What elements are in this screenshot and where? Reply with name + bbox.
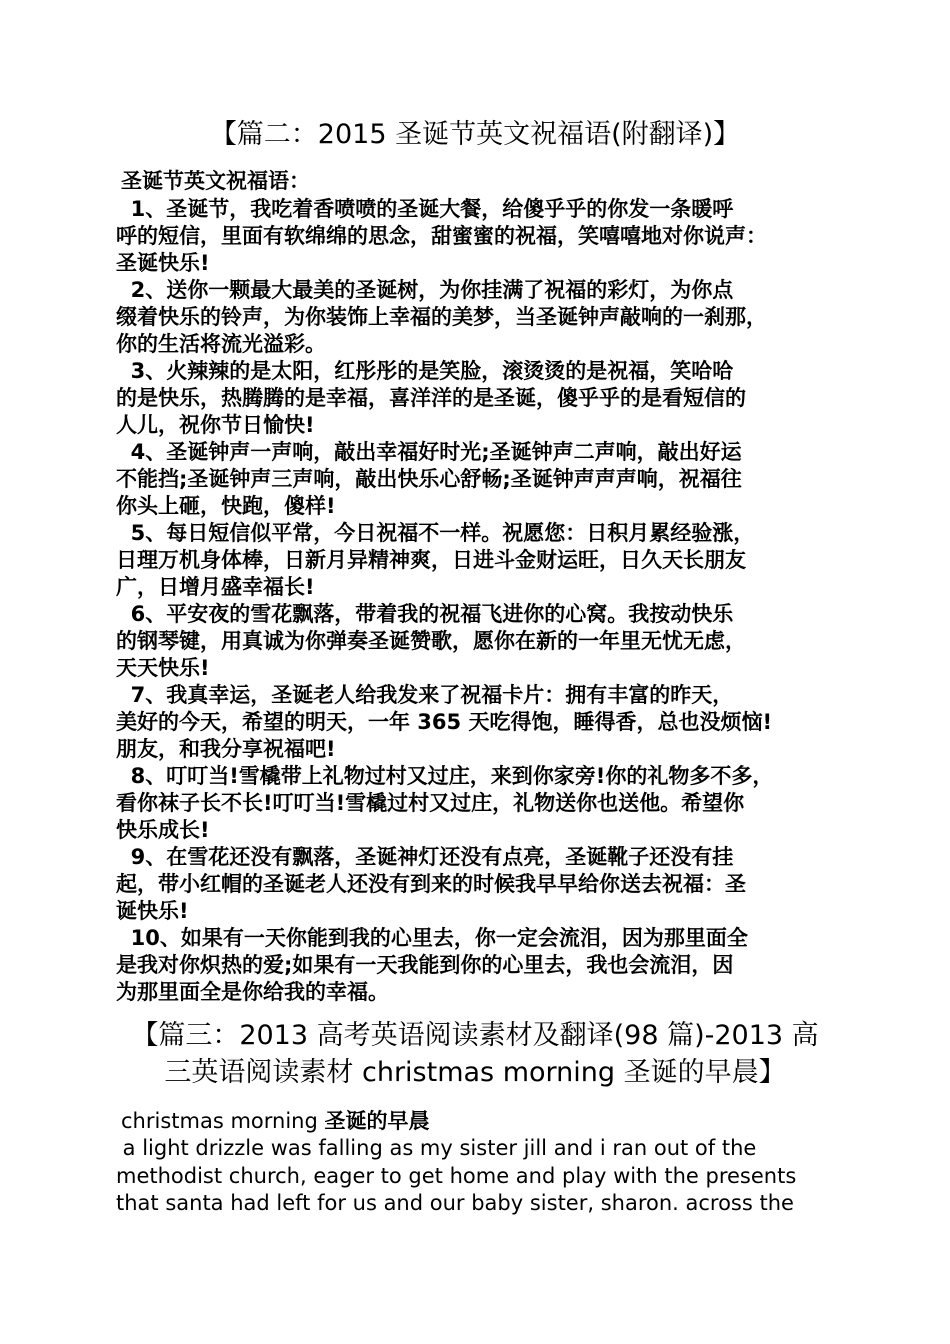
body-line: that santa had left for us and our baby sister, sharon. across the [116,1191,794,1215]
body-line: 6、平安夜的雪花飘落，带着我的祝福飞进你的心窝。我按动快乐 [116,602,734,626]
body-line: 10、如果有一天你能到我的心里去，你一定会流泪，因为那里面全 [116,926,748,950]
body-line: 圣诞快乐! [116,251,210,275]
body-line: 人儿，祝你节日愉快! [116,413,315,437]
body-line: 起，带小红帽的圣诞老人还没有到来的时候我早早给你送去祝福：圣 [116,872,746,896]
body-line: 的是快乐，热腾腾的是幸福，喜洋洋的是圣诞，傻乎乎的是看短信的 [116,386,746,410]
section3-subheading [121,1108,429,1134]
section3-body [116,1135,816,1218]
section3-title-line: 【篇三：2013 高考英语阅读素材及翻译(98 篇)-2013 高 [131,1020,819,1051]
body-line: 2、送你一颗最大最美的圣诞树，为你挂满了祝福的彩灯，为你点 [116,278,734,302]
subheading-english: christmas morning [121,1109,325,1133]
section3-title-line: 三英语阅读素材 christmas morning 圣诞的早晨】 [164,1057,786,1088]
body-line: 9、在雪花还没有飘落，圣诞神灯还没有点亮，圣诞靴子还没有挂 [116,845,734,869]
body-line: 4、圣诞钟声一声响，敲出幸福好时光;圣诞钟声二声响，敲出好运 [116,440,742,464]
body-line: 8、叮叮当!雪橇带上礼物过村又过庄，来到你家旁!你的礼物多不多， [116,764,774,788]
body-line: 诞快乐! [116,899,189,923]
body-line: 你头上砸，快跑，傻样! [116,494,336,518]
section2-body [116,196,846,1006]
body-line: 呼的短信，里面有软绵绵的思念，甜蜜蜜的祝福，笑嘻嘻地对你说声： [116,224,767,248]
body-line: 1、圣诞节，我吃着香喷喷的圣诞大餐，给傻乎乎的你发一条暖呼 [116,197,734,221]
body-line: 是我对你炽热的爱;如果有一天我能到你的心里去，我也会流泪，因 [116,953,734,977]
section3-title [0,1017,950,1091]
section2-subheading: 圣诞节英文祝福语： [121,169,310,193]
body-line: methodist church, eager to get home and play with the presents [116,1163,797,1188]
subheading-chinese: 圣诞的早晨 [324,1109,430,1133]
body-line: 日理万机身体棒，日新月异精神爽，日进斗金财运旺，日久天长朋友 [116,548,746,572]
body-line: 朋友，和我分享祝福吧! [116,737,336,761]
body-line: 快乐成长! [116,818,210,842]
section2-title: 【篇二：2015 圣诞节英文祝福语(附翻译)】 [209,119,741,150]
body-line: 不能挡;圣诞钟声三声响，敲出快乐心舒畅;圣诞钟声声声响，祝福往 [116,467,742,491]
body-line: 美好的今天，希望的明天，一年 365 天吃得饱，睡得香，总也没烦恼! [116,710,773,734]
body-line: 看你袜子长不长!叮叮当!雪橇过村又过庄，礼物送你也送他。希望你 [116,791,745,815]
body-line: 3、火辣辣的是太阳，红彤彤的是笑脸，滚烫烫的是祝福，笑哈哈 [116,359,734,383]
body-line: 为那里面全是你给我的幸福。 [116,980,389,1004]
body-line: 天天快乐! [116,656,210,680]
body-line: a light drizzle was falling as my sister jill and i ran out of the [116,1136,757,1160]
body-line: 5、每日短信似平常，今日祝福不一样。祝愿您：日积月累经验涨， [116,521,755,545]
body-line: 你的生活将流光溢彩。 [116,332,326,356]
body-line: 的钢琴键，用真诚为你弹奏圣诞赞歌，愿你在新的一年里无忧无虑， [116,629,746,653]
body-line: 广，日增月盛幸福长! [116,575,315,599]
body-line: 7、我真幸运，圣诞老人给我发来了祝福卡片：拥有丰富的昨天， [116,683,734,707]
body-line: 缀着快乐的铃声，为你装饰上幸福的美梦，当圣诞钟声敲响的一刹那， [116,305,767,329]
